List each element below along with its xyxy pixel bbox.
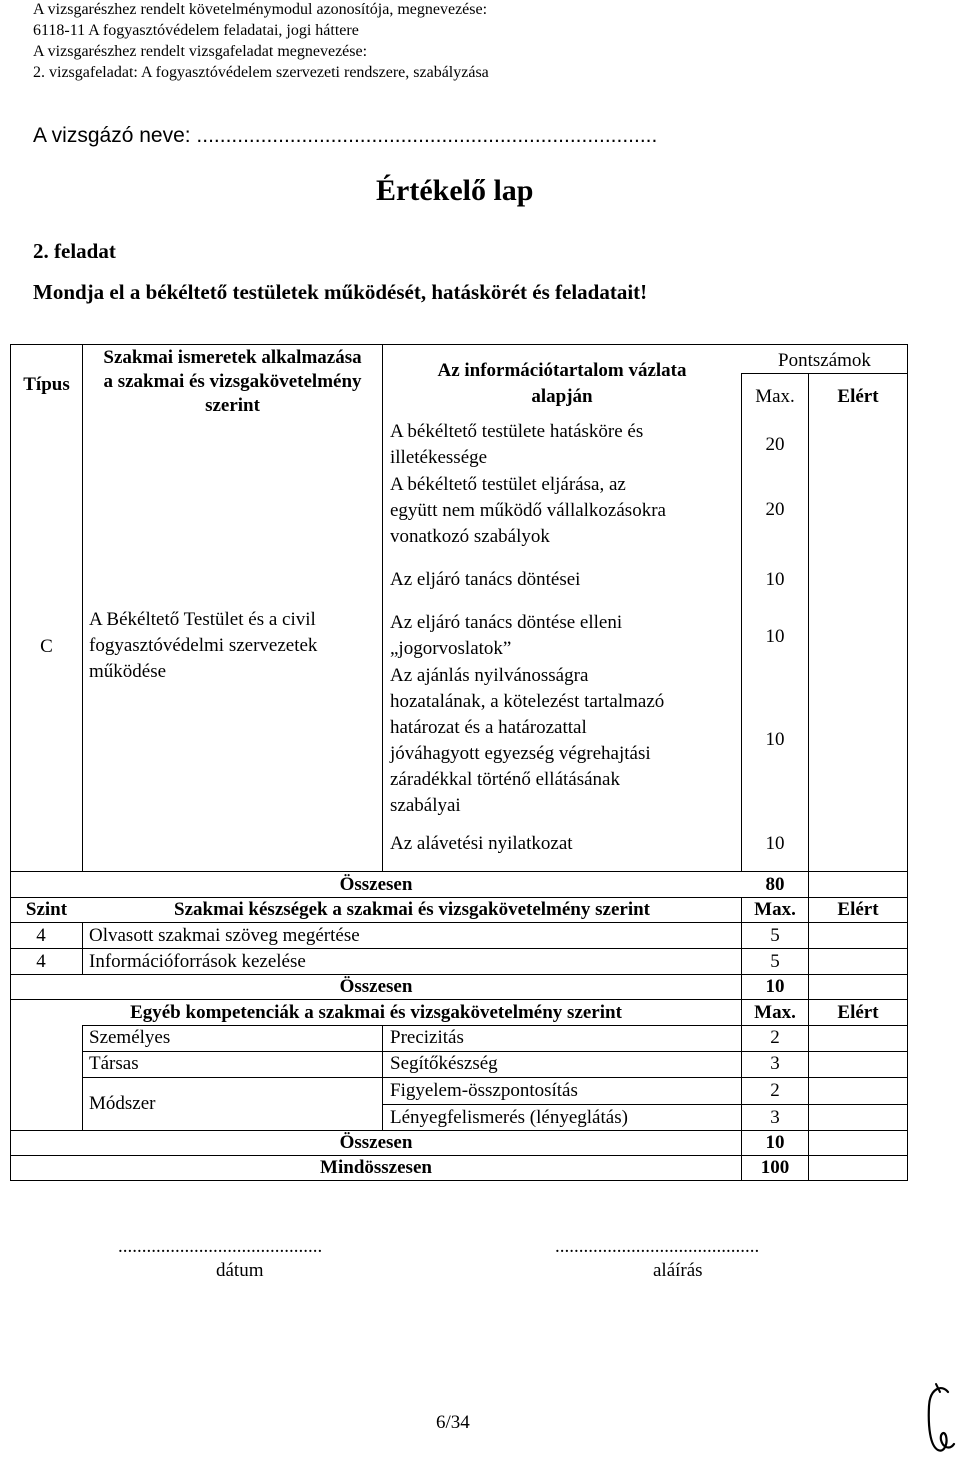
subtotal-value: 80 [765, 874, 785, 895]
info-item-line: vonatkozó szabályok [390, 526, 550, 547]
date-label: dátum [216, 1260, 264, 1281]
skill-max: 5 [770, 951, 780, 972]
table-line [382, 344, 383, 872]
candidate-name-field: A vizsgázó neve: ............................................................................... [33, 124, 658, 147]
competency-name: Lényegfelismerés (lényeglátás) [390, 1107, 628, 1128]
subtotal-label: Összesen [339, 874, 413, 895]
column-header-points: Pontszámok [778, 350, 871, 371]
professional-area-line: működése [89, 661, 167, 682]
skill-name: Információforrások kezelése [89, 951, 306, 972]
info-item-line: együtt nem működő vállalkozásokra [390, 500, 666, 521]
header-line-1: A vizsgarészhez rendelt követelménymodul azonosítója, megnevezése: [33, 1, 488, 18]
competency-name: Segítőkészség [390, 1053, 498, 1074]
info-item-line: A békéltető testület eljárása, az [390, 474, 626, 495]
info-item [390, 663, 664, 819]
handwritten-signature [918, 1382, 958, 1458]
competency-max: 2 [770, 1027, 780, 1048]
item-max: 10 [765, 833, 785, 854]
table-line [10, 344, 11, 1181]
header-line-3: A vizsgarészhez rendelt vizsgafeladat megnevezése: [33, 43, 368, 60]
item-max: 10 [765, 569, 785, 590]
table-line [10, 344, 908, 345]
subtotal-label: Összesen [339, 976, 413, 997]
info-item-line: záradékkal történő ellátásának [390, 769, 620, 790]
info-item-line: Az eljáró tanács döntései [390, 569, 581, 590]
task-instruction: Mondja el a békéltető testületek működését, hatáskörét és feladatait! [33, 280, 648, 304]
info-item [390, 610, 622, 662]
signature-label: aláírás [653, 1260, 703, 1281]
competency-group: Társas [89, 1053, 139, 1074]
header-line-4: 2. vizsgafeladat: A fogyasztóvédelem szervezeti rendszere, szabályzása [33, 64, 489, 81]
skill-level: 4 [36, 951, 46, 972]
competency-max: 2 [770, 1080, 780, 1101]
column-header-info-line: Az információtartalom vázlata [437, 360, 687, 381]
item-max: 20 [765, 499, 785, 520]
info-item [390, 472, 666, 550]
signature-line: ........................................... [555, 1236, 760, 1257]
info-item [390, 831, 573, 857]
competency-group: Módszer [89, 1093, 156, 1114]
header-line-2: 6118-11 A fogyasztóvédelem feladatai, jogi háttere [33, 22, 359, 39]
info-item [390, 419, 643, 471]
competency-name: Precizitás [390, 1027, 464, 1048]
professional-area-line: fogyasztóvédelmi szervezetek [89, 635, 318, 656]
professional-area-line: A Békéltető Testület és a civil [89, 609, 316, 630]
page-title: Értékelő lap [376, 174, 534, 207]
item-max: 10 [765, 729, 785, 750]
competency-max: 3 [770, 1107, 780, 1128]
skill-name: Olvasott szakmai szöveg megértése [89, 925, 360, 946]
table-line [82, 344, 83, 872]
competency-name: Figyelem-összpontosítás [390, 1080, 578, 1101]
column-header-achieved: Elért [837, 386, 879, 407]
item-max: 10 [765, 626, 785, 647]
date-line: ........................................... [118, 1236, 323, 1257]
column-header-max: Max. [755, 386, 795, 407]
level-header: Szint [25, 899, 68, 920]
info-item-line: határozat és a határozattal [390, 717, 587, 738]
other-achieved-header: Elért [837, 1002, 879, 1023]
column-header-info [383, 358, 741, 410]
grand-total-value: 100 [760, 1157, 790, 1178]
column-header-professional-line: a szakmai és vizsgakövetelmény [103, 371, 362, 392]
item-max: 20 [765, 434, 785, 455]
competency-max: 3 [770, 1053, 780, 1074]
info-item-line: „jogorvoslatok” [390, 638, 512, 659]
subtotal-value: 10 [765, 976, 785, 997]
competency-group: Személyes [89, 1027, 171, 1048]
info-item-line: jóváhagyott egyezség végrehajtási [390, 743, 651, 764]
column-header-professional-line: szerint [205, 395, 260, 416]
table-line [82, 1025, 83, 1130]
skill-max: 5 [770, 925, 780, 946]
table-line [382, 1025, 383, 1130]
professional-area [89, 607, 317, 685]
info-item-line: szabályai [390, 795, 461, 816]
column-header-professional-line: Szakmai ismeretek alkalmazása [103, 347, 362, 368]
info-item-line: illetékessége [390, 447, 488, 468]
page-number: 6/34 [436, 1412, 470, 1433]
column-header-type: Típus [23, 374, 70, 395]
table-line [907, 344, 908, 1181]
other-max-header: Max. [754, 1002, 796, 1023]
skill-level: 4 [36, 925, 46, 946]
subtotal-value: 10 [765, 1132, 785, 1153]
column-header-professional [83, 346, 382, 418]
info-item-line: A békéltető testülete hatásköre és [390, 421, 644, 442]
type-value: C [40, 636, 53, 657]
other-competencies-header: Egyéb kompetenciák a szakmai és vizsgakövetelmény szerint [130, 1002, 622, 1023]
column-header-info-line: alapján [531, 386, 593, 407]
subtotal-label: Összesen [339, 1132, 413, 1153]
grand-total-label: Mindösszesen [320, 1157, 432, 1178]
info-item-line: hozatalának, a kötelezést tartalmazó [390, 691, 665, 712]
table-line [808, 373, 809, 1181]
skills-max-header: Max. [754, 899, 796, 920]
info-item-line: Az eljáró tanács döntése elleni [390, 612, 623, 633]
info-item [390, 567, 580, 593]
skills-achieved-header: Elért [837, 899, 879, 920]
task-number: 2. feladat [33, 239, 116, 263]
document-header [33, 0, 489, 83]
skills-header: Szakmai készségek a szakmai és vizsgakövetelmény szerint [174, 899, 650, 920]
table-line [82, 922, 83, 974]
info-item-line: Az alávetési nyilatkozat [390, 833, 573, 854]
info-item-line: Az ajánlás nyilvánosságra [390, 665, 589, 686]
